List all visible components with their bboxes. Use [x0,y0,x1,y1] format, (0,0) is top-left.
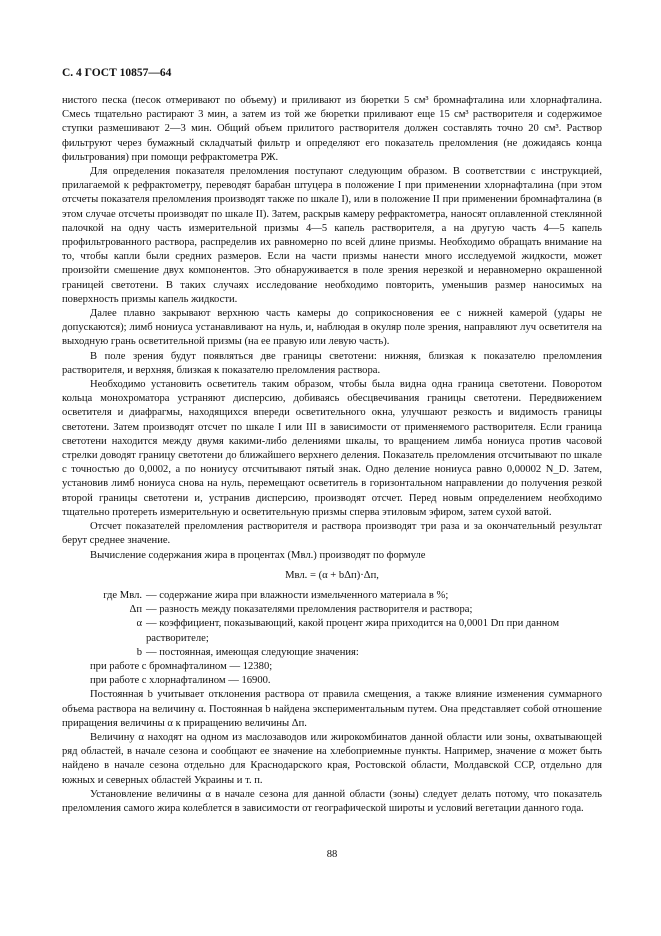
definition-row [62,603,602,617]
definition-symbol: Δп [129,604,142,616]
paragraph-7: Вычисление содержания жира в процентах (Mвл.) производят по формуле [90,549,426,561]
paragraph-2: Для определения показателя преломления поступают следующим образом. В соответствии с инструкцией, прилагаемой к рефрактометру, переводят барабан штуцера в положение I при применении хлорнафталина (при этом отсчеты показателя преломления производят также по шкале I), или в положение II при применении бромнафталина (в этом случае отсчеты производят по шкале II). Затем, раскрыв камеру рефрактометра, наносят оплавленной стеклянной палочкой на одну часть измерительной призмы 4—5 капель растворителя, а на другую часть 4—5 капель профильтрованного раствора, распределив их равномерно по всей длине призмы. Необходимо обращать внимание на то, чтобы капли были средних размеров. Если на части призмы нанести много исследуемой жидкости, может произойти смешение двух компонентов. Это обнаруживается в поле зрения нерезкой и неравномерно окрашенной границей светотени. В таких случаях исследование необходимо повторить, уменьшив размер наносимых на поверхность призмы капель жидкости. [62,166,602,305]
page-number: 88 [326,849,338,860]
paragraph-9: Величину α находят на одном из маслозаводов или жирокомбинатов данной области или зоны, охватывающей ряд областей, в начале сезона и сообщают ее значение на хлебоприемные пункты. Например, значение α может быть найдено в начале сезона отдельно для Краснодарского края, Ростовской области, Молдавской ССР, отдельно для южных и северных областей Украины и т. п. [62,731,602,786]
definition-row [62,646,602,660]
document-body [62,94,602,816]
value-bromonaphthalene: при работе с бромнафталином — 12380; [90,660,273,672]
paragraph-5: Необходимо установить осветитель таким образом, чтобы была видна одна граница светотени. Поворотом кольца монохроматора устраняют дисперсию, добиваясь обесцвечивания границы светотени. Передвижением осветителя и диафрагмы, находящихся впереди осветительного окна, улучшают резкость и видимость границы светотени. Затем производят отсчет по шкале I или III в зависимости от применяемого растворителя. Если граница светотени находится между двумя какими-либо делениями шкалы, то вращением лимба нониуса против часовой стрелки доводят границу светотени до ближайшего верхнего деления. Показатель преломления отсчитывают по шкале с точностью до 0,0002, а по нониусу отсчитывают пятый знак. Одно деление нониуса равно 0,00002 N_D. Затем, установив лимб нониуса снова на нуль, перемещают осветитель в горизонтальном направлении до получения резкой второй границы светотени и, устранив дисперсию, производят отсчет. Перед новым определением необходимо тщательно протереть измерительную и осветительную призмы сперва этиловым эфиром, затем сухой ватой. [62,379,602,518]
definition-text: — разность между показателями преломления растворителя и раствора; [146,604,473,616]
value-chloronaphthalene: при работе с хлорнафталином — 16900. [90,675,271,687]
definition-symbol: b [136,646,142,658]
definition-row [62,589,602,603]
formula-definitions [62,589,602,660]
fat-formula: Mвл. = (α + bΔп)·Δп, [285,569,379,581]
paragraph-8: Постоянная b учитывает отклонения раствора от правила смещения, а также влияние изменения суммарного объема раствора на величину α. Постоянная b найдена экспериментальным путем. Она представляет собой отношение приращения величины α к приращению величины Δп. [62,689,602,729]
paragraph-1: нистого песка (песок отмеривают по объему) и приливают из бюретки 5 см³ бромнафталина или хлорнафталина. Смесь тщательно растирают 3 мин, а затем из той же бюретки приливают еще 15 см³ растворителя и содержимое ступки размешивают 2—3 мин. Общий объем прилитого растворителя должен составлять точно 20 см³. Раствор фильтруют через бумажный складчатый фильтр и определяют его показатель преломления (не дожидаясь конца фильтрования) при помощи рефрактометра РЖ. [62,95,602,163]
paragraph-3: Далее плавно закрывают верхнюю часть камеры до соприкосновения ее с нижней камерой (удары не допускаются); лимб нониуса устанавливают на нуль, и, наблюдая в окуляр поле зрения, направляют луч осветителя на выходную грань осветительной призмы (на ее правую или левую часть). [62,308,602,348]
definition-symbol: α [136,618,142,630]
paragraph-4: В поле зрения будут появляться две границы светотени: нижняя, близкая к показателю преломления растворителя, и верхняя, близкая к показателю преломления раствора. [62,350,602,376]
definition-text: — содержание жира при влажности измельченного материала в %; [146,589,449,601]
definition-where: где Mвл. [103,589,142,601]
paragraph-10: Установление величины α в начале сезона для данной области (зоны) следует делать потому, что показатель преломления самого жира колеблется в зависимости от географической широты и условий вегетации данного года. [62,788,602,814]
definition-text: — постоянная, имеющая следующие значения: [146,646,359,658]
page-header: С. 4 ГОСТ 10857—64 [62,67,172,79]
definition-row [62,617,602,645]
paragraph-6: Отсчет показателей преломления растворителя и раствора производят три раза и за окончательный результат берут среднее значение. [62,521,602,547]
definition-text: — коэффициент, показывающий, какой процент жира приходится на 0,0001 Dп при данном растворителе; [146,618,560,644]
